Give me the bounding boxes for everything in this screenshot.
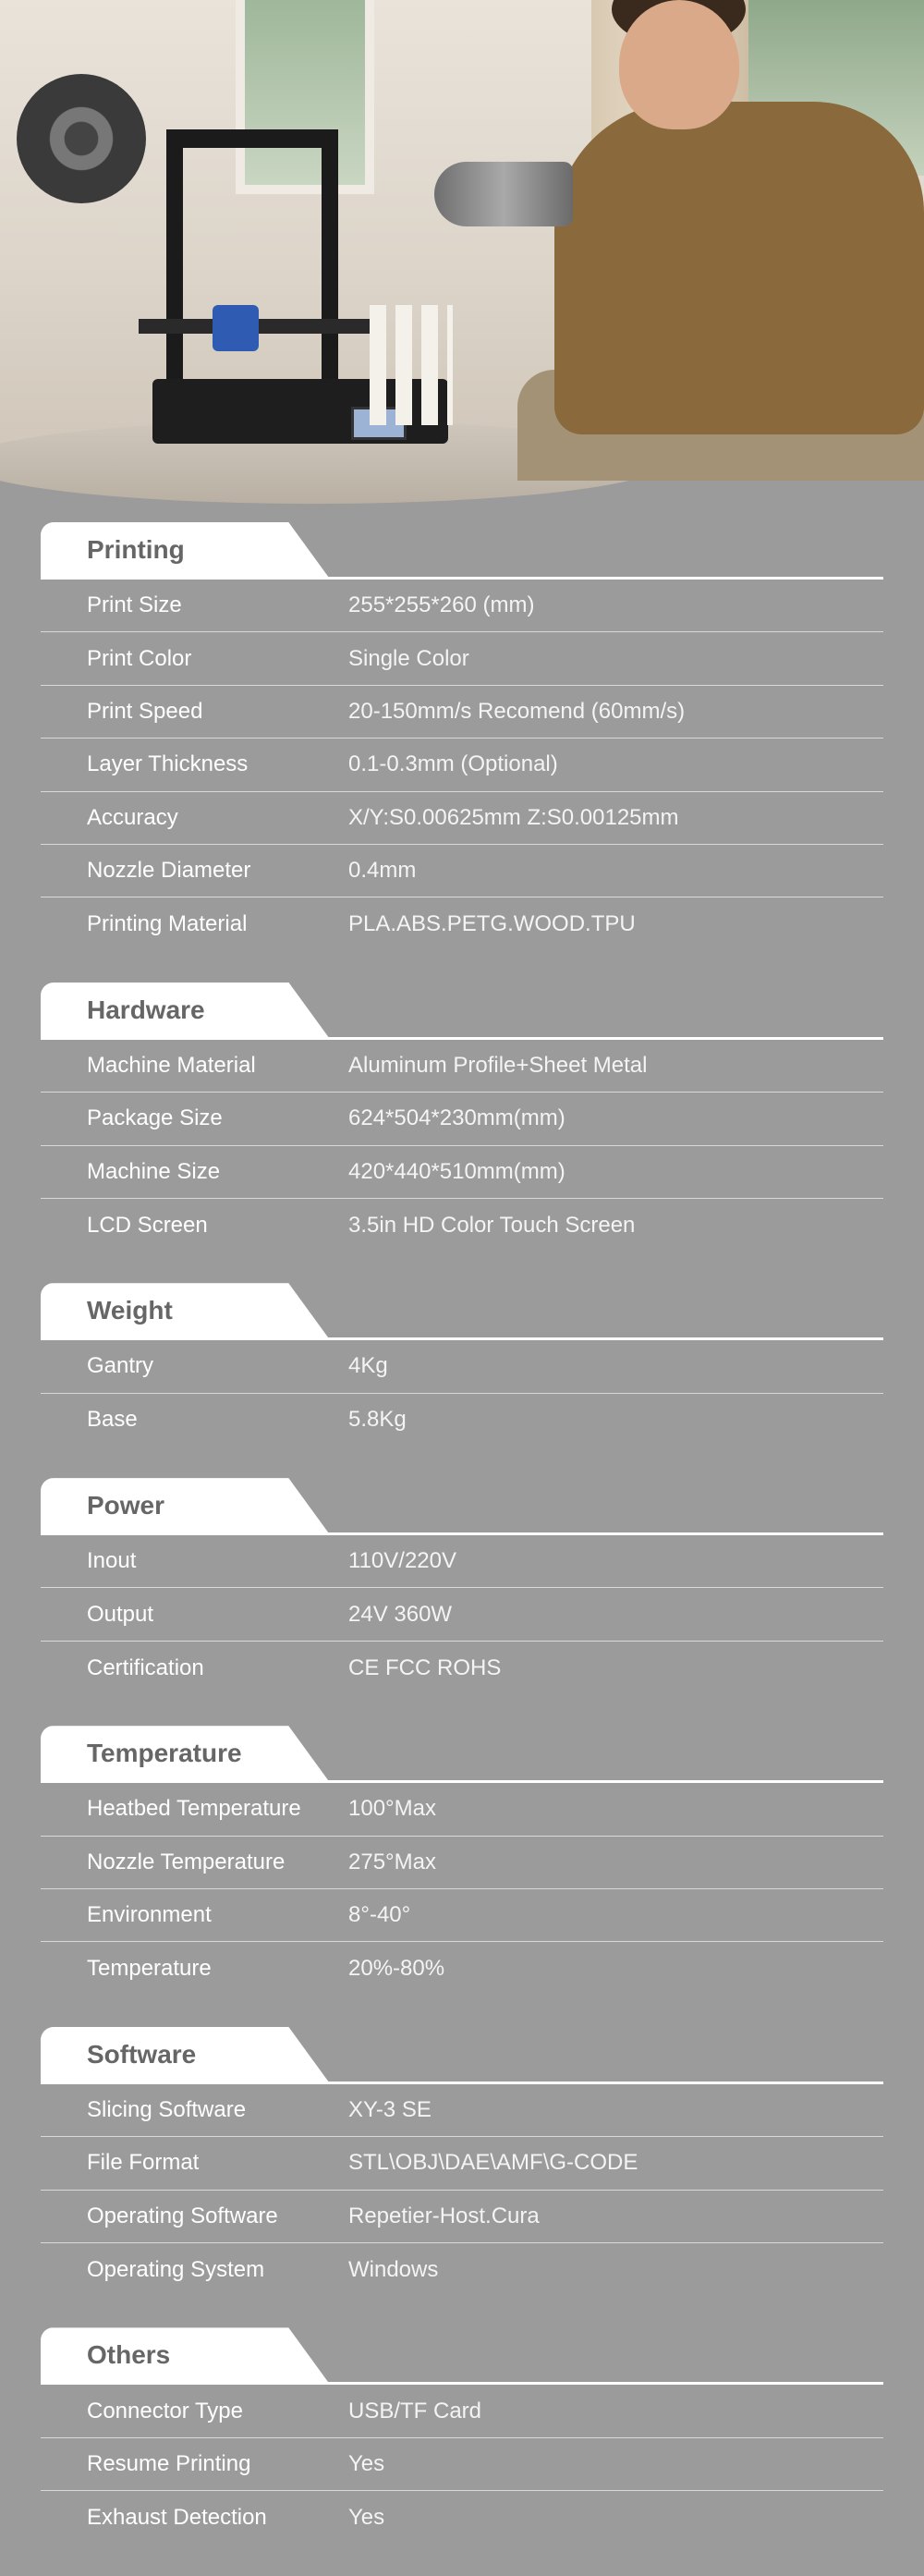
spec-row [41,632,883,685]
spec-row [41,1394,883,1447]
spec-row [41,2385,883,2437]
spec-label: Certification [87,1654,204,1680]
spec-label: Package Size [87,1105,223,1131]
spec-row [41,845,883,897]
spec-value: 4Kg [348,1353,388,1379]
section-divider [41,1037,883,1040]
printer-frame-right [322,129,338,407]
print-head [213,305,259,351]
printed-models [370,305,453,425]
spec-value: 624*504*230mm(mm) [348,1105,565,1131]
spec-label: Printing Material [87,911,248,937]
spec-value: 100°Max [348,1796,436,1822]
spec-value: 275°Max [348,1849,436,1874]
window [236,0,374,194]
person-head [619,0,739,129]
section-title: Printing [87,535,185,564]
section-header [41,2027,883,2084]
spec-row [41,1783,883,1836]
spec-section [41,1283,883,1447]
spec-label: Connector Type [87,2398,243,2423]
spec-value: CE FCC ROHS [348,1654,502,1680]
spec-row [41,1889,883,1942]
section-tab [41,1283,329,1338]
spec-section [41,522,883,951]
spec-label: Inout [87,1548,137,1574]
spec-value: XY-3 SE [348,2097,432,2122]
spec-label: Machine Size [87,1158,221,1184]
section-title: Temperature [87,1739,242,1768]
spec-value: 5.8Kg [348,1407,407,1433]
spec-value: X/Y:S0.00625mm Z:S0.00125mm [348,804,679,830]
spec-label: Print Speed [87,698,203,724]
spec-label: Nozzle Temperature [87,1849,286,1874]
section-divider [41,1532,883,1535]
spec-row [41,2191,883,2243]
spec-value: Single Color [348,645,469,671]
section-divider [41,577,883,580]
section-title: Weight [87,1296,173,1325]
spec-label: Slicing Software [87,2097,247,2122]
spec-value: 0.4mm [348,858,417,884]
spec-row [41,1642,883,1694]
section-divider [41,1780,883,1783]
section-tab [41,2327,329,2383]
section-title: Others [87,2340,171,2370]
spec-row [41,1588,883,1641]
spec-section [41,1478,883,1694]
spec-value: STL\OBJ\DAE\AMF\G-CODE [348,2150,638,2176]
spec-row [41,739,883,791]
spec-row [41,1040,883,1093]
spec-row [41,1340,883,1393]
spec-value: Repetier-Host.Cura [348,2203,540,2228]
spec-section [41,2327,883,2544]
spec-label: Temperature [87,1956,212,1982]
section-title: Hardware [87,995,205,1024]
spec-label: Print Color [87,645,192,671]
spec-label: Heatbed Temperature [87,1796,301,1822]
spec-value: 8°-40° [348,1902,411,1928]
spec-row [41,1199,883,1251]
spec-section [41,2027,883,2297]
spec-label: Environment [87,1902,212,1928]
spec-row [41,2084,883,2137]
section-divider [41,1337,883,1340]
spec-value: Yes [348,2450,385,2476]
spec-value: PLA.ABS.PETG.WOOD.TPU [348,911,636,937]
section-header [41,983,883,1040]
spec-value: USB/TF Card [348,2398,482,2423]
spec-label: Exhaust Detection [87,2504,267,2530]
spec-label: Operating Software [87,2203,278,2228]
spec-row [41,580,883,632]
spec-label: Base [87,1407,138,1433]
spec-value: Windows [348,2256,439,2282]
spec-row [41,686,883,739]
spec-row [41,2243,883,2296]
spec-row [41,2491,883,2544]
section-header [41,2327,883,2385]
section-header [41,1478,883,1535]
spec-label: Operating System [87,2256,265,2282]
spec-label: Accuracy [87,804,178,830]
spec-value: Aluminum Profile+Sheet Metal [348,1052,648,1078]
spec-value: 20%-80% [348,1956,445,1982]
section-divider [41,2382,883,2385]
section-tab [41,522,329,578]
spec-row [41,2438,883,2491]
spec-section [41,1726,883,1996]
section-header [41,1283,883,1340]
section-title: Power [87,1491,165,1520]
spec-label: Print Size [87,592,182,618]
spec-label: LCD Screen [87,1212,208,1238]
spec-value: 255*255*260 (mm) [348,592,535,618]
section-title: Software [87,2039,197,2069]
printer-frame-top [166,129,338,148]
spec-label: Gantry [87,1353,154,1379]
spec-row [41,897,883,950]
section-tab [41,1478,329,1533]
section-header [41,1726,883,1783]
spec-row [41,2137,883,2190]
section-header [41,522,883,580]
spec-label: Output [87,1601,154,1627]
spec-row [41,1942,883,1995]
spec-value: 20-150mm/s Recomend (60mm/s) [348,698,686,724]
spec-section [41,983,883,1252]
spec-value: 110V/220V [348,1548,456,1574]
spec-row [41,1146,883,1199]
spec-value: 24V 360W [348,1601,453,1627]
person-body [554,102,924,434]
filament-spool [17,74,146,203]
spec-label: Resume Printing [87,2450,251,2476]
spec-label: Nozzle Diameter [87,858,251,884]
spec-label: Machine Material [87,1052,256,1078]
section-divider [41,2082,883,2084]
spec-row [41,1093,883,1145]
hero-photo [0,0,924,479]
printer-frame-left [166,129,183,407]
spec-value: Yes [348,2504,385,2530]
spec-row [41,1535,883,1588]
spec-sheet [41,522,883,2576]
spec-value: 3.5in HD Color Touch Screen [348,1212,636,1238]
spec-value: 0.1-0.3mm (Optional) [348,751,558,777]
spec-label: File Format [87,2150,200,2176]
jet-engine-model [434,162,573,226]
spec-value: 420*440*510mm(mm) [348,1158,565,1184]
spec-label: Layer Thickness [87,751,249,777]
spec-row [41,1837,883,1889]
spec-row [41,792,883,845]
